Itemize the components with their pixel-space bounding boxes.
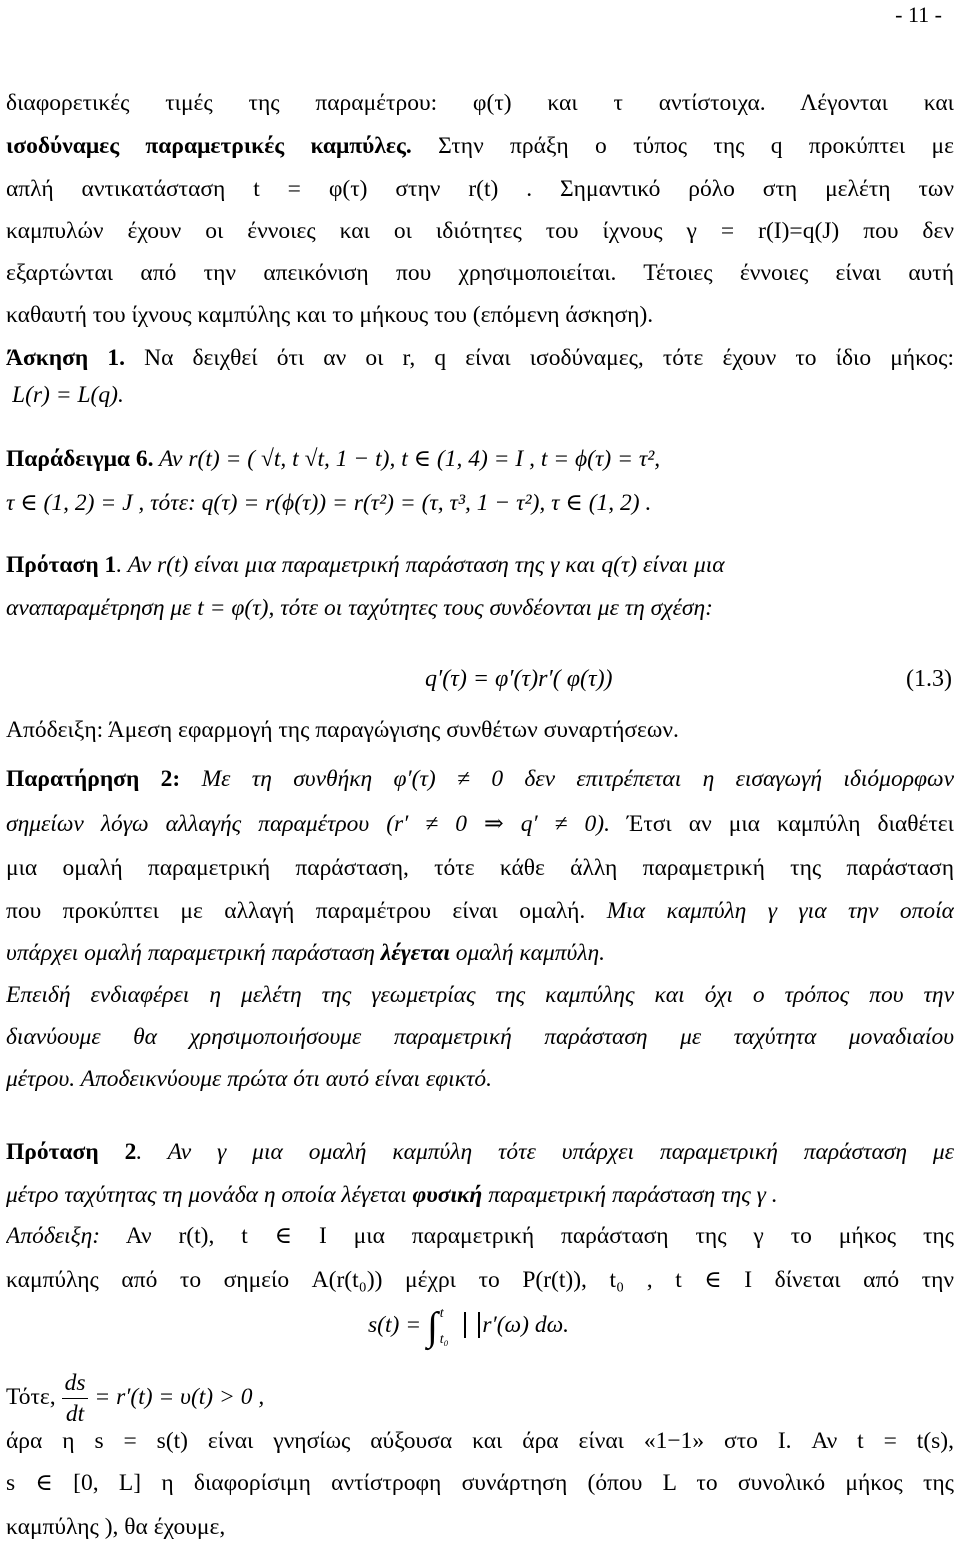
remark-2-italic: σημείων λόγω αλλαγής παραμέτρου (r′ ≠ 0 ⇒ q′ ≠ 0). xyxy=(6,811,610,837)
text-line-3: απλή αντικατάσταση t = φ(τ) στην r(t) . Σημαντικό ρόλο στη μελέτη των xyxy=(6,176,954,202)
term-equivalent-curves: ισοδύναμες παραμετρικές καμπύλες. xyxy=(6,133,412,159)
remark-2-line-2-rest: Έτσι αν μια καμπύλη διαθέτει xyxy=(610,811,954,837)
text-line-21: μέτρου. Αποδεικνύουμε πρώτα ότι αυτό είναι εφικτό. xyxy=(6,1066,493,1092)
page-number: - 11 - xyxy=(895,2,942,27)
arc-length-equation xyxy=(368,1300,569,1350)
proposition-1-line-2: αναπαραμέτρηση με t = φ(τ), τότε οι ταχύτητες τους συνδέονται με τη σχέση: xyxy=(6,595,713,621)
proposition-1-text: . Αν r(t) είναι μια παραμετρική παράσταση της γ και q(τ) είναι μια xyxy=(116,552,725,578)
derivative-fraction xyxy=(62,1368,89,1429)
text-line-27: άρα η s = s(t) είναι γνησίως αύξουσα και άρα είναι «1−1» στο I. Αν t = t(s), xyxy=(6,1428,954,1454)
norm-bars xyxy=(464,1312,480,1338)
proposition-2-line-2 xyxy=(6,1179,954,1211)
text-line-29: καμπύλης ), θα έχουμε, xyxy=(6,1514,226,1540)
term-natural: φυσική xyxy=(412,1182,483,1208)
then-label: Τότε, xyxy=(6,1384,62,1410)
fraction-denominator: dt xyxy=(65,1401,85,1428)
arc-length-body: r′(ω) dω. xyxy=(482,1312,570,1338)
text-line-4: καμπυλών έχουν οι έννοιες και οι ιδιότητες του ίχνους γ = r(I)=q(J) που δεν xyxy=(6,218,954,244)
remark-2-heading: Παρατήρηση 2: xyxy=(6,766,181,792)
proposition-2-line-2-a: μέτρο ταχύτητας τη μονάδα η οποία λέγεται xyxy=(6,1182,413,1208)
proof-1-line: Απόδειξη: Άμεση εφαρμογή της παραγώγισης συνθέτων συναρτήσεων. xyxy=(6,717,679,743)
integral-upper-limit: t xyxy=(439,1305,444,1321)
smooth-curve-def-a: υπάρχει ομαλή παραμετρική παράσταση xyxy=(6,940,381,966)
remark-2-line xyxy=(6,763,954,795)
example-6-heading: Παράδειγμα 6. xyxy=(6,446,154,472)
example-6-line xyxy=(6,443,954,475)
exercise-1-line xyxy=(6,342,954,374)
integral-sign: ∫ xyxy=(426,1303,438,1349)
equation-1-3: q′(τ) = φ′(τ)r′( φ(τ)) xyxy=(425,666,613,692)
smooth-curve-def-b: ομαλή καμπύλη. xyxy=(449,940,606,966)
proposition-2-heading: Πρόταση 2 xyxy=(6,1139,137,1165)
remark-2-line-2 xyxy=(6,808,954,840)
proposition-1-heading: Πρόταση 1 xyxy=(6,552,117,578)
speed-rhs: r′(t) = υ(t) > 0 , xyxy=(116,1384,265,1410)
equation-1-3-number: (1.3) xyxy=(906,666,952,692)
proposition-2-line-2-b: παραμετρική παράσταση της γ . xyxy=(482,1182,778,1208)
text-line-28: s ∈ [0, L] η διαφορίσιμη αντίστροφη συνάρτηση (όπου L το συνολικό μήκος της xyxy=(6,1470,954,1496)
example-6-line-2: τ ∈ (1, 2) = J , τότε: q(τ) = r(ϕ(τ)) = r(τ²) = (τ, τ³, 1 − τ²), τ ∈ (1, 2) . xyxy=(6,490,652,516)
proposition-2-line xyxy=(6,1136,954,1168)
smooth-curve-definition xyxy=(6,937,954,969)
proof-2-line xyxy=(6,1220,954,1252)
remark-2-line-3: μια ομαλή παραμετρική παράσταση, τότε κάθε άλλη παραμετρική της παράσταση xyxy=(6,855,954,881)
fraction-numerator: ds xyxy=(62,1368,89,1399)
text-line-6: καθαυτή του ίχνους καμπύλης και το μήκους του (επόμενη άσκηση). xyxy=(6,302,654,328)
remark-2-line-4-text: που προκύπτει με αλλαγή παραμέτρου είναι ομαλή. xyxy=(6,898,586,924)
text-line-5: εξαρτώνται από την απεικόνιση που χρησιμοποιείται. Τέτοιες έννοιες είναι αυτή xyxy=(6,260,954,286)
text-line-2 xyxy=(6,130,954,162)
proof-2-heading: Απόδειξη: xyxy=(6,1223,101,1249)
exercise-1-formula: L(r) = L(q). xyxy=(12,382,124,408)
text-line-19: Επειδή ενδιαφέρει η μελέτη της γεωμετρίας της καμπύλης και όχι ο τρόπος που την xyxy=(6,982,954,1008)
integral-lower-limit: t₀ xyxy=(439,1331,449,1347)
text-line-20: διανύουμε θα χρησιμοποιήσουμε παραμετρική παράσταση με ταχύτητα μοναδιαίου xyxy=(6,1024,954,1050)
proposition-2-text: . Αν γ μια ομαλή καμπύλη τότε υπάρχει παραμετρική παράσταση με xyxy=(136,1139,954,1165)
arc-length-lhs: s(t) = xyxy=(368,1312,427,1338)
term-called: λέγεται xyxy=(380,940,450,966)
text-line-1: διαφορετικές τιμές της παραμέτρου: φ(τ) και τ αντίστοιχα. Λέγονται και xyxy=(6,90,954,116)
remark-2-line-4-italic: Μια καμπύλη γ για την οποία xyxy=(585,898,954,924)
proof-2-line-2: καμπύλης από το σημείο A(r(t₀)) μέχρι το P(r(t)), t₀ , t ∈ I δίνεται από την xyxy=(6,1267,954,1293)
proof-2-text: Αν r(t), t ∈ I μια παραμετρική παράσταση της γ το μήκος της xyxy=(100,1223,954,1249)
proposition-1-line xyxy=(6,549,954,581)
remark-2-text: Με τη συνθήκη φ′(τ) ≠ 0 δεν επιτρέπεται η εισαγωγή ιδιόμορφων xyxy=(180,766,954,792)
exercise-1-heading: Άσκηση 1. xyxy=(6,345,125,371)
remark-2-line-4 xyxy=(6,895,954,927)
exercise-1-text: Να δειχθεί ότι αν οι r, q είναι ισοδύναμες, τότε έχουν το ίδιο μήκος: xyxy=(125,345,954,371)
text-line-2-rest: Στην πράξη ο τύπος της q προκύπτει με xyxy=(411,133,954,159)
speed-equation: Τότε, $\frac{ds}{dt}$ = r′(t) = υ(t) > 0 , xyxy=(6,1370,265,1428)
example-6-formula: Αν r(t) = ( √t, t √t, 1 − t), t ∈ (1, 4) = I , t = ϕ(τ) = τ², xyxy=(153,446,661,472)
